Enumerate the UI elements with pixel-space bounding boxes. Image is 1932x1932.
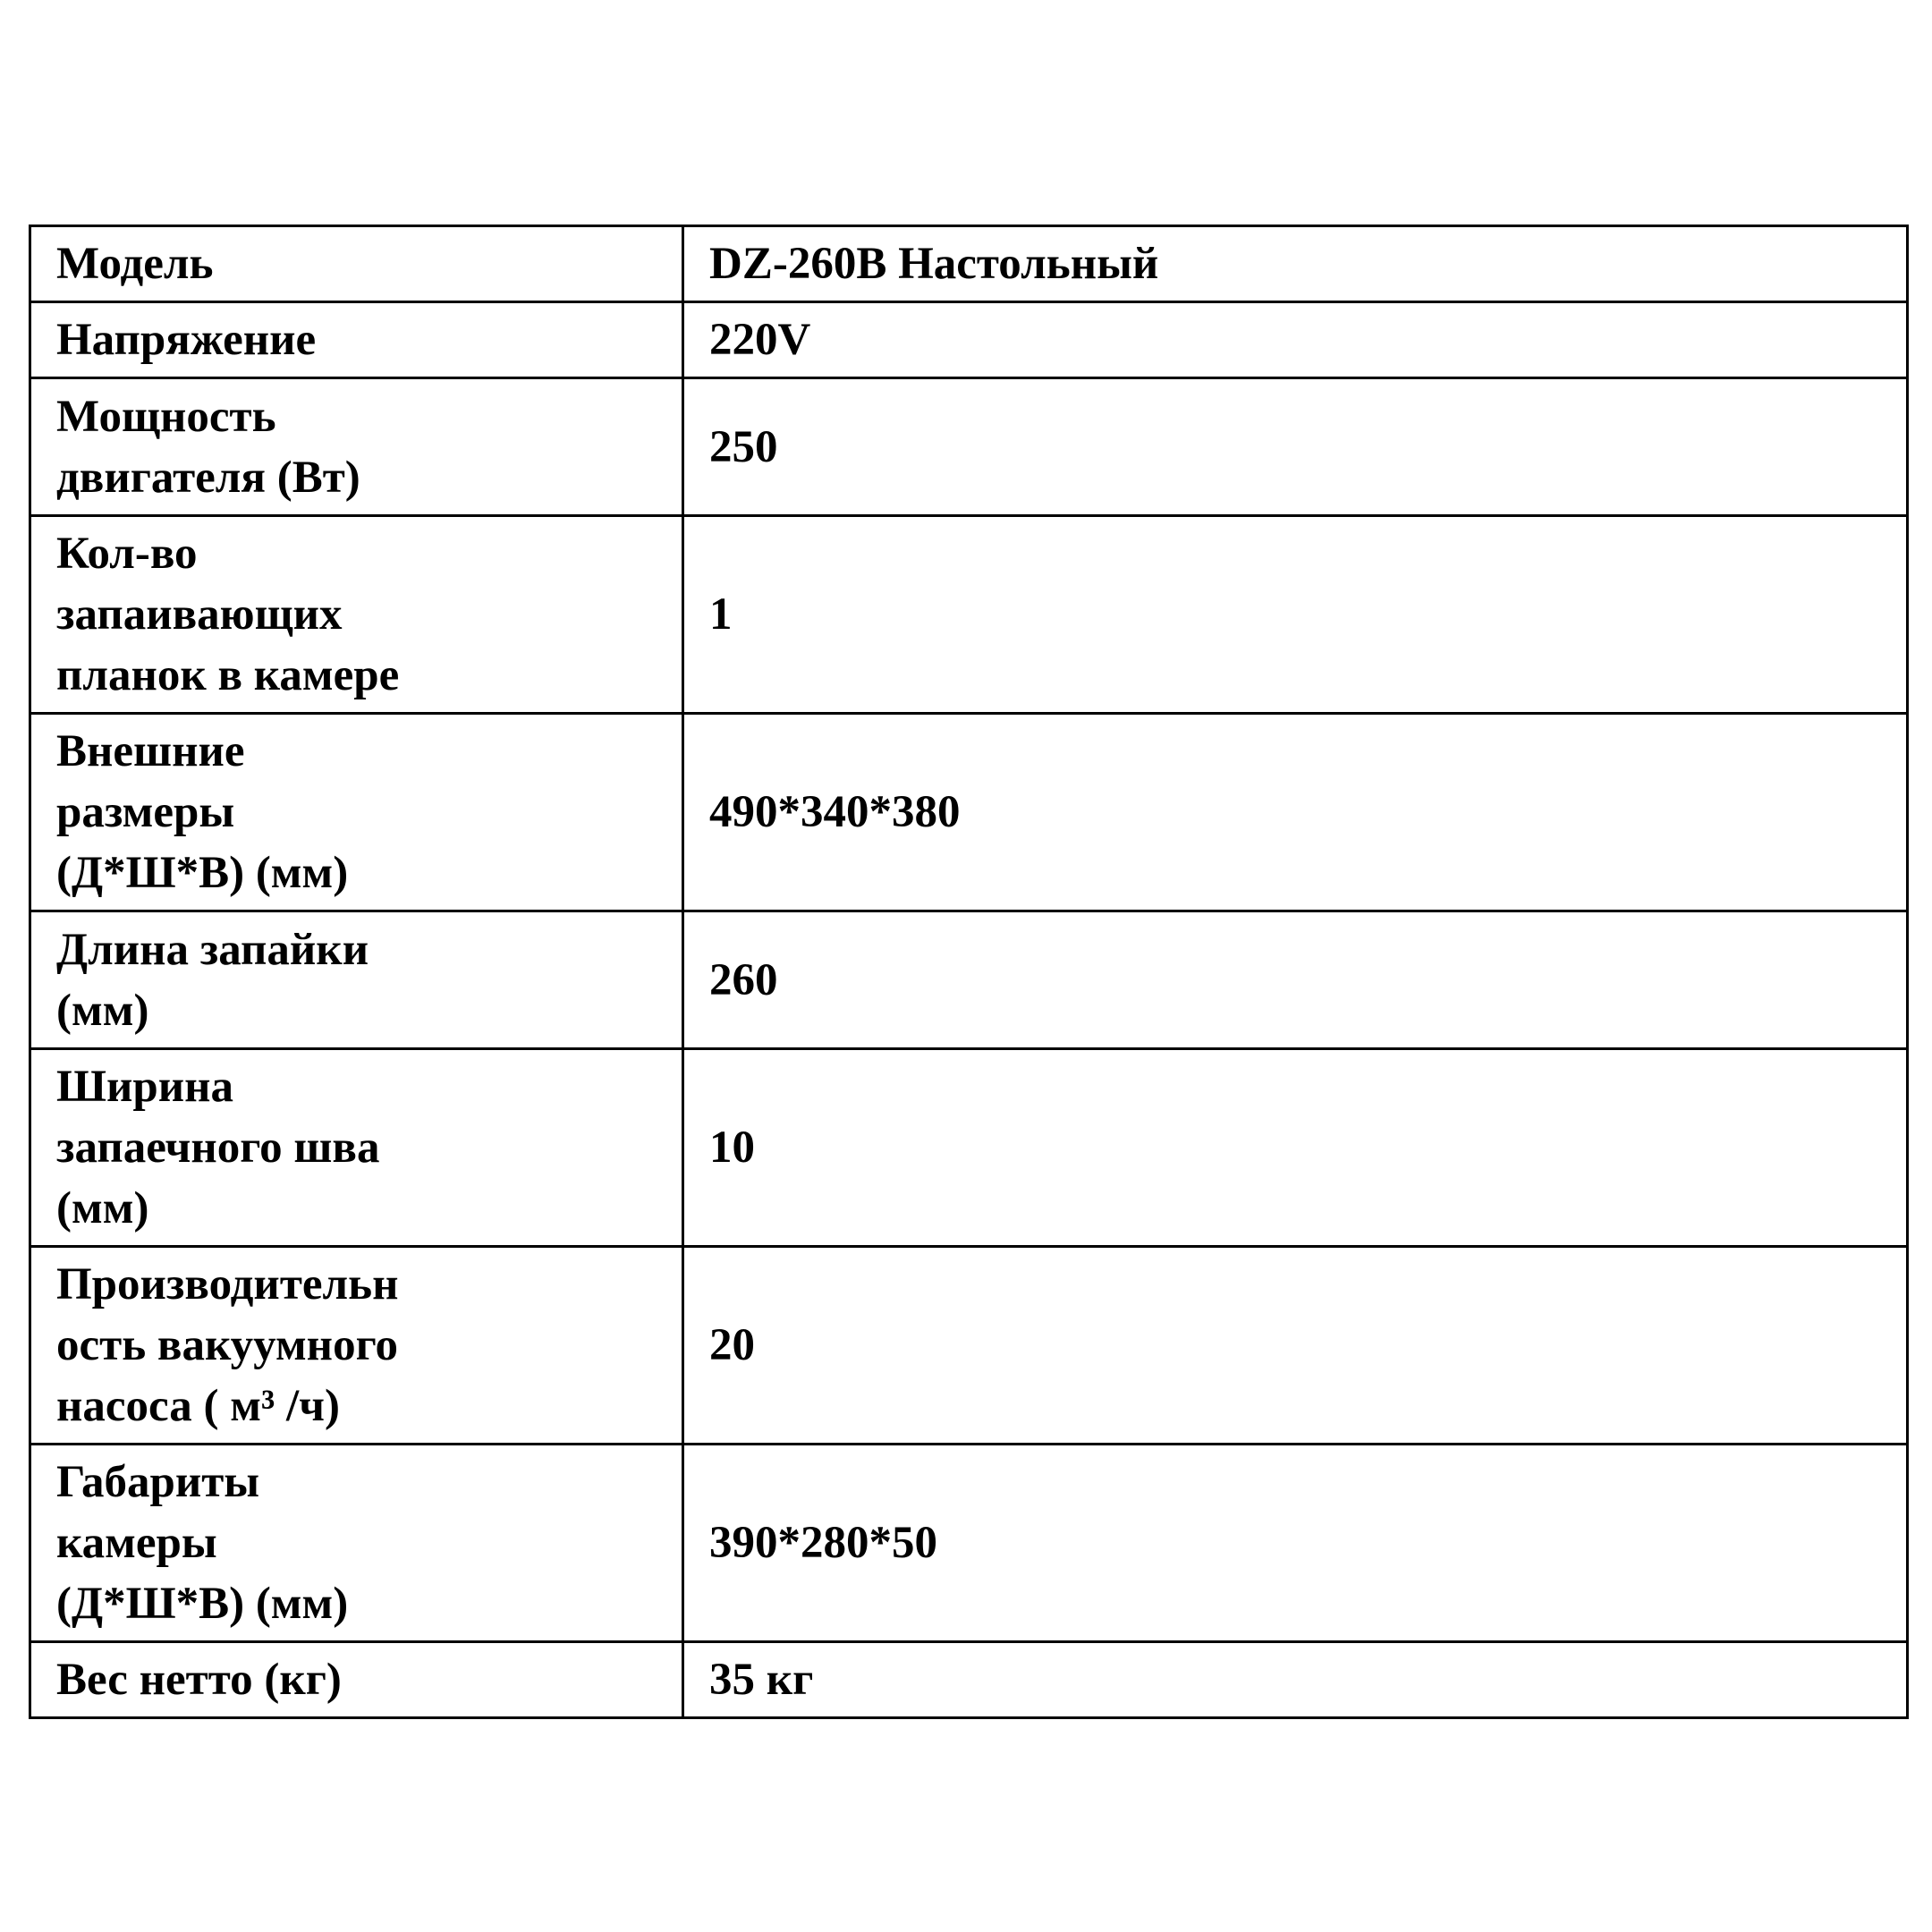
row-value [683,1247,1908,1445]
table-row [30,378,1908,516]
row-value-text: 220V [709,315,811,365]
row-value [683,302,1908,378]
table-row [30,1049,1908,1247]
table-row [30,516,1908,714]
table-row [30,302,1908,378]
row-value-text: 490*340*380 [709,787,961,837]
row-value-text: 20 [709,1320,755,1370]
row-label-text: Вес нетто (кг) [56,1655,342,1705]
row-label [30,226,683,302]
row-value [683,911,1908,1049]
table-row [30,1642,1908,1718]
row-value-text: 35 кг [709,1655,814,1705]
row-label-text: Модель [56,239,214,289]
row-value [683,226,1908,302]
row-label [30,1247,683,1445]
row-label-text: Мощность двигателя (Вт) [56,391,360,503]
row-value [683,1642,1908,1718]
row-label [30,1049,683,1247]
row-label [30,516,683,714]
spec-table [29,225,1909,1719]
table-row [30,226,1908,302]
row-label [30,1445,683,1642]
row-label [30,911,683,1049]
row-value-text: 390*280*50 [709,1518,937,1568]
row-label-text: Внешние размеры (Д*Ш*В) (мм) [56,726,349,898]
row-value-text: 250 [709,421,778,472]
row-label [30,714,683,911]
row-value [683,378,1908,516]
row-value [683,714,1908,911]
row-value [683,516,1908,714]
row-value [683,1049,1908,1247]
row-value-text: 1 [709,589,733,640]
row-label-text: Производительн ость вакуумного насоса ( м³ /ч) [56,1259,399,1431]
table-row [30,1247,1908,1445]
row-label-text: Напряжение [56,315,317,365]
table-row [30,714,1908,911]
row-label [30,1642,683,1718]
row-label-text: Кол-во запаивающих планок в камере [56,529,400,700]
row-value-text: 10 [709,1123,755,1173]
row-label-text: Длина запайки (мм) [56,924,369,1036]
row-value-text: 260 [709,954,778,1005]
row-value [683,1445,1908,1642]
table-row [30,1445,1908,1642]
row-label-text: Габариты камеры (Д*Ш*В) (мм) [56,1457,349,1629]
row-value-text: DZ-260B Настольный [709,239,1159,289]
row-label [30,302,683,378]
row-label-text: Ширина запаечного шва (мм) [56,1062,380,1233]
row-label [30,378,683,516]
table-row [30,911,1908,1049]
